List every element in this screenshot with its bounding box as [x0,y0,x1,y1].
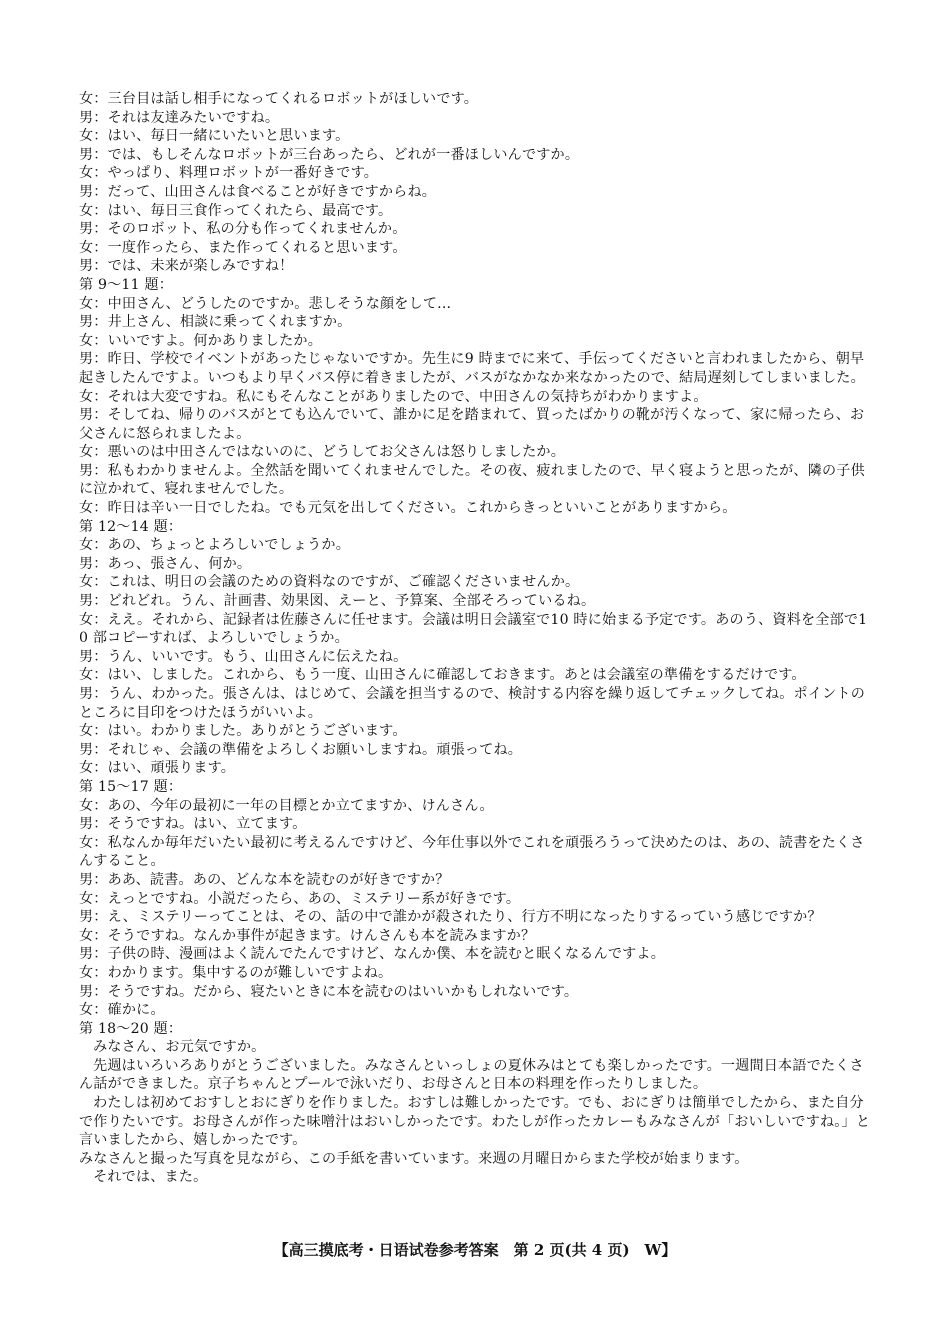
text-line: 男：そのロボット、私の分も作ってくれませんか。 [79,221,407,238]
text-line: 男：あっ、張さん、何か。 [79,555,252,572]
text-line: 女：これは、明日の会議のための資料なのですが、ご確認くださいませんか。 [79,574,580,591]
text-line: 男：子供の時、漫画はよく読んでたんですけど、なんか僕、本を読むと眠くなるんですよ。 [79,946,666,963]
text-line: 女：あの、今年の最初に一年の目標とか立てますか、けんさん。 [79,797,494,814]
text-line: 男：私もわかりませんよ。全然話を聞いてくれませんでした。その夜、疲れましたので、早く寝ようと思ったが、隣の子供に泣かれて、寝れませんでした。 [79,462,865,498]
text-line: 男：だって、山田さんは食べることが好きですからね。 [79,183,437,200]
text-line: 第 9～11 題： [79,276,174,293]
text-line: 男：それは友達みたいですね。 [79,109,280,126]
text-line: 男：え、ミステリーってことは、その、話の中で誰かが殺されたり、行方不明になったりするっていう感じですか？ [79,909,822,926]
text-line: 男：では、未来が楽しみですね！ [79,258,294,275]
text-line: 女：ええ。それから、記録者は佐藤さんに任せます。会議は明日会議室で10 時に始まる予定です。あのう、資料を全部で10 部コピーすれば、よろしいでしょうか。 [79,611,868,647]
text-line: 女：一度作ったら、また作ってくれると思います。 [79,239,407,256]
text-line: 男：どれどれ。うん、計画書、効果図、えーと、予算案、全部そろっているね。 [79,593,596,610]
text-line: わたしは初めておすしとおにぎりを作りました。おすしは難しかったです。でも、おにぎりは簡単でしたから、また自分で作りたいです。お母さんが作った味噌汁はおいしかったです。わたしが作ったカレーもみなさんが「おいしいですね。」と言いましたから、嬉しかったです。 [79,1095,871,1149]
text-line: 先週はいろいろありがとうございました。みなさんといっしょの夏休みはとても楽しかったです。一週間日本語でたくさん話ができました。京子ちゃんとプールで泳いだり、お母さんと日本の料理を作ったりしました。 [79,1057,864,1093]
text-line: それでは、また。 [93,1169,208,1186]
text-line: 女：確かに。 [79,1002,165,1019]
text-line: 男：ああ、読書。あの、どんな本を読むのが好きですか？ [79,871,450,888]
text-line: 女：えっとですね。小説だったら、あの、ミステリー系が好きです。 [79,890,521,907]
text-line: 女：はい、毎日三食作ってくれたら、最高です。 [79,202,393,219]
text-line: みなさん、お元気ですか。 [93,1039,266,1056]
text-line: みなさんと撮った写真を見ながら、この手紙を書いています。来週の月曜日からまた学校が始まります。 [79,1150,749,1167]
text-line: 女：それは大変ですね。私にもそんなことがありましたので、中田さんの気持ちがわかりますよ。 [79,388,708,405]
text-line: 第 12～14 題： [79,518,183,535]
text-line: 男：では、もしそんなロボットが三台あったら、どれが一番ほしいんですか。 [79,146,580,163]
text-line: 女：いいですよ。何かありましたか。 [79,332,322,349]
text-line: 女：はい、頑張ります。 [79,760,236,777]
text-line: 女：やっぱり、料理ロボットが一番好きです。 [79,165,379,182]
text-line: 男：昨日、学校でイベントがあったじゃないですか。先生に9 時までに来て、手伝ってくださいと言われましたから、朝早起きしたんですよ。いつもより早くバス停に着きましたが、バスがなかなか来なかったので、結局遅刻してしまいました。 [79,351,865,386]
text-line: 男：うん、わかった。張さんは、はじめて、会議を担当するので、検討する内容を繰り返してチェックしてね。ポイントのところに目印をつけたほうがいいよ。 [79,686,866,721]
text-line: 男：それじゃ、会議の準備をよろしくお願いしますね。頑張ってね。 [79,741,523,758]
text-line: 女：中田さん、どうしたのですか。悲しそうな顔をして... [79,295,452,312]
text-line: 男：そしてね、帰りのバスがとても込んでいて、誰かに足を踏まれて、買ったばかりの靴が汚くなって、家に帰ったら、お父さんに怒られましたよ。 [79,407,865,442]
text-line: 男：そうですね。はい、立てます。 [79,816,307,833]
text-line: 女：昨日は辛い一日でしたね。でも元気を出してください。これからきっといいことがありますから。 [79,500,737,517]
text-line: 女：三台目は話し相手になってくれるロボットがほしいです。 [79,91,479,107]
text-line: 女：はい、毎日一緒にいたいと思います。 [79,128,350,145]
text-line: 女：あの、ちょっとよろしいでしょうか。 [79,537,351,554]
text-line: 女：そうですね。なんか事件が起きます。けんさんも本を読みますか？ [79,927,536,944]
text-line: 女：はい、しました。これから、もう一度、山田さんに確認しておきます。あとは会議室の準備をするだけです。 [79,667,806,684]
text-line: 女：はい。わかりました。ありがとうございます。 [79,723,407,740]
text-line: 女：悪いのは中田さんではないのに、どうしてお父さんは怒りしましたか。 [79,444,565,461]
text-line: 女：わかります。集中するのが難しいですよね。 [79,964,393,981]
text-line: 男：そうですね。だから、寝たいときに本を読むのはいいかもしれないです。 [79,983,579,1000]
text-line: 第 18～20 題： [79,1020,183,1037]
text-line: 男：うん、いいです。もう、山田さんに伝えたね。 [79,648,408,665]
text-line: 男：井上さん、相談に乗ってくれますか。 [79,314,352,331]
text-line: 女：私なんか毎年だいたい最初に考えるんですけど、今年仕事以外でこれを頑張ろうって決めたのは、あの、読書をたくさんすること。 [79,834,865,870]
document-body [79,90,871,1187]
text-line: 第 15～17 題： [79,778,183,795]
page-footer: 【高三摸底考・日语试卷参考答案 第 2 页(共 4 页) W】 [273,1241,677,1259]
